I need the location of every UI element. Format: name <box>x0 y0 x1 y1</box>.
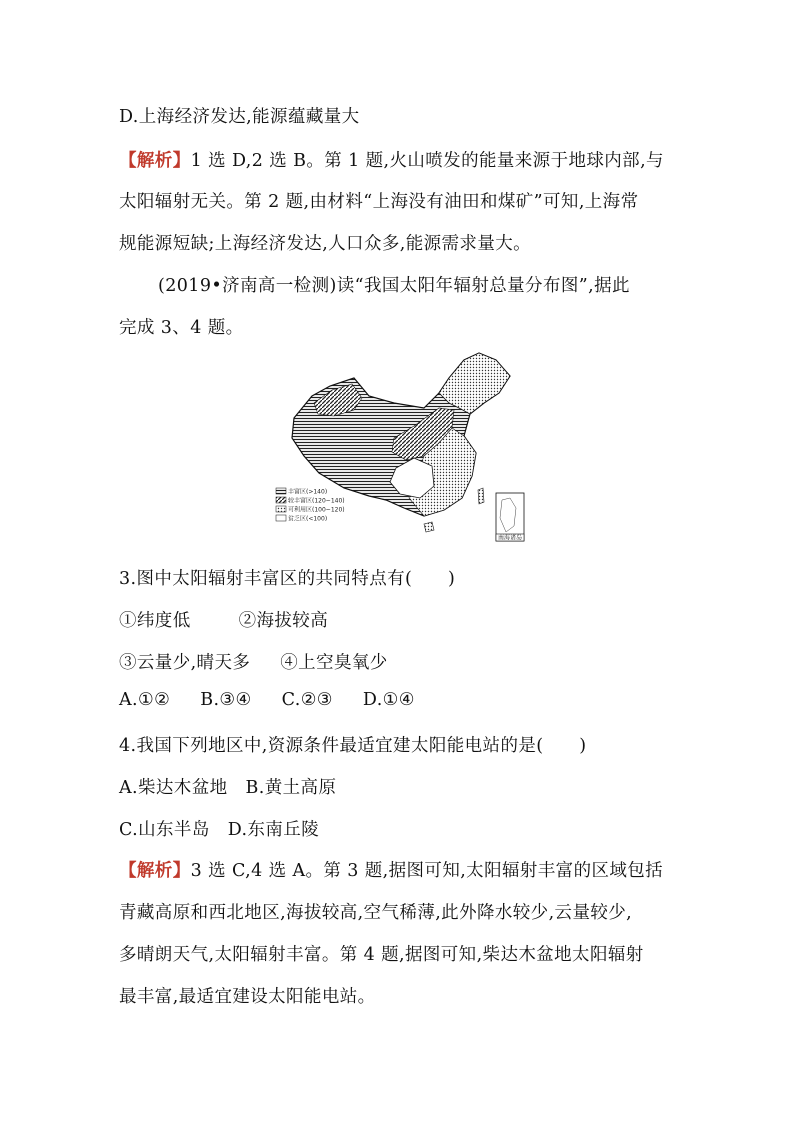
q4-option-b: B.黄土高原 <box>245 778 337 798</box>
analysis-tag: 【解析】 <box>119 151 191 171</box>
q4-options-row-2 <box>119 816 319 841</box>
q4-option-d: D.东南丘陵 <box>227 820 320 840</box>
legend-item-poor: 贫乏区(<100) <box>288 515 328 523</box>
q4-stem: 4.我国下列地区中,资源条件最适宜建太阳能电站的是( ) <box>119 736 587 756</box>
legend-item-fairly-rich: 较丰富区(120~140) <box>288 497 345 505</box>
legend-item-rich: 丰富区(>140) <box>288 488 328 496</box>
intro-line-1: (2019•济南高一检测)读“我国太阳年辐射总量分布图”,据此 <box>158 276 630 296</box>
analysis-1-line-2: 太阳辐射无关。第 2 题,由材料“上海没有油田和煤矿”可知,上海常 <box>119 192 639 212</box>
inset-label: 南海诸岛 <box>497 534 523 542</box>
map-island-taiwan <box>478 488 484 504</box>
solar-radiation-map <box>274 348 530 548</box>
q3-option-a: A.①② <box>119 690 171 710</box>
q3-items-row-2 <box>119 649 388 674</box>
q3-option-b: B.③④ <box>200 690 252 710</box>
q3-options <box>119 690 415 710</box>
analysis-1-line-3: 规能源短缺;上海经济发达,人口众多,能源需求量大。 <box>119 234 532 254</box>
analysis-2-line-4: 最丰富,最适宜建设太阳能电站。 <box>119 987 376 1007</box>
analysis-text: 3 选 C,4 选 A。第 3 题,据图可知,太阳辐射丰富的区域包括 <box>190 861 664 881</box>
q3-item-3: ③云量少,晴天多 <box>119 653 251 673</box>
analysis-2-line-2: 青藏高原和西北地区,海拔较高,空气稀薄,此外降水较少,云量较少, <box>119 903 633 923</box>
analysis-2-line-3: 多晴朗天气,太阳辐射丰富。第 4 题,据图可知,柴达木盆地太阳辐射 <box>119 945 644 965</box>
q3-option-c: C.②③ <box>281 690 333 710</box>
q2-option-d: D.上海经济发达,能源蕴藏量大 <box>119 107 360 127</box>
analysis-text: 1 选 D,2 选 B。第 1 题,火山喷发的能量来源于地球内部,与 <box>190 151 664 171</box>
q4-option-a: A.柴达木盆地 <box>119 778 228 798</box>
q3-item-1: ①纬度低 <box>119 611 191 631</box>
q4-option-c: C.山东半岛 <box>119 820 210 840</box>
map-legend <box>276 488 345 523</box>
q4-options-row-1 <box>119 774 336 799</box>
q3-item-2: ②海拔较高 <box>238 611 329 631</box>
q3-item-4: ④上空臭氧少 <box>280 653 388 673</box>
analysis-2-line-1 <box>119 857 663 882</box>
map-island-hainan <box>424 522 434 532</box>
legend-item-usable: 可利用区(100~120) <box>288 506 345 514</box>
analysis-tag: 【解析】 <box>119 861 191 881</box>
china-map-figure <box>274 348 530 548</box>
q3-stem: 3.图中太阳辐射丰富区的共同特点有( ) <box>119 569 456 589</box>
analysis-1-line-1 <box>119 147 664 172</box>
intro-line-2: 完成 3、4 题。 <box>119 318 244 338</box>
q3-items-row-1 <box>119 607 328 632</box>
q3-option-d: D.①④ <box>362 690 415 710</box>
